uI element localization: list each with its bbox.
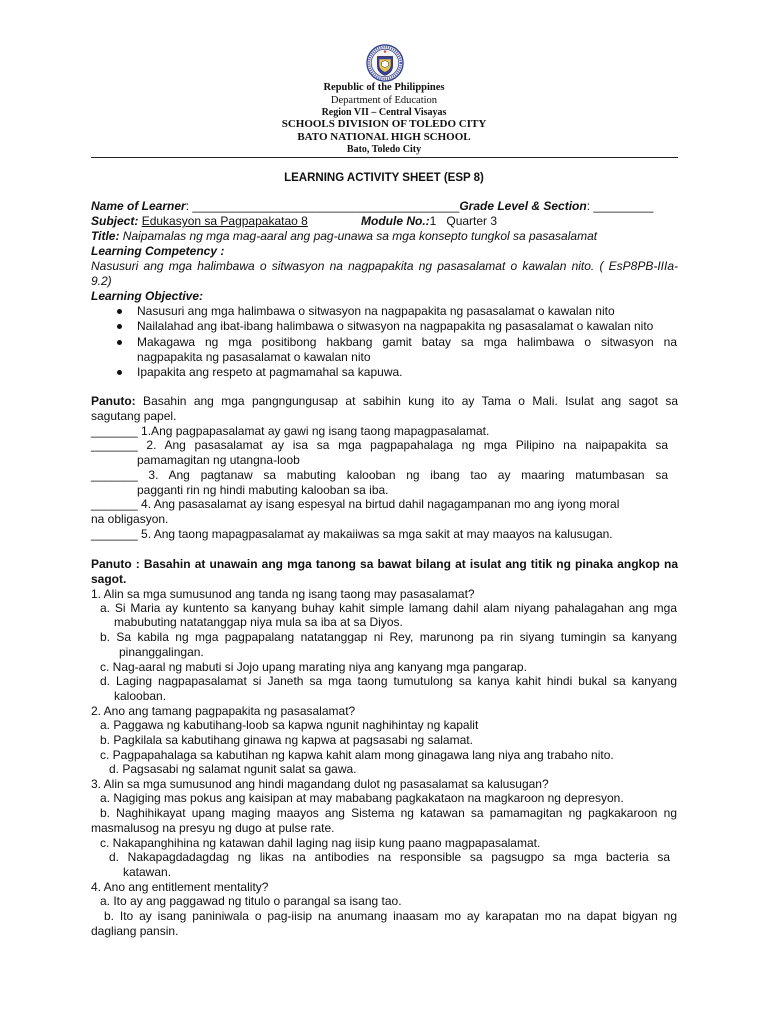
tf-item: _______ 5. Ang taong mapagpasalamat ay makaiiwas sa mga sakit at may maayos na kalusugan. [91,527,613,541]
title-label: Title: [91,229,120,243]
choice: b. Sa kabila ng mga pagpapalang natatanggap ni Rey, marunong pa rin siyang tumingin sa kanyang [100,630,677,644]
tf-item: _______ 1.Ang pagpapasalamat ay gawi ng isang taong mapagpasalamat. [91,424,490,438]
choice-cont: mabubuting natatanggap niya mula sa iba at sa Diyos. [114,615,403,629]
question-1: 1. Alin sa mga sumusunod ang tanda ng isang taong may pasasalamat? [91,587,475,601]
choice: d. Laging nagpapasalamat si Janeth sa mga taong tumutulong sa kanya kahit hindi bukal sa kanyang [100,674,677,688]
tf-item: _______ 3. Ang pagtanaw sa mabuting kalooban ng ibang tao ay maaring matumbasan sa [91,468,668,482]
tf-item: _______ 4. Ang pasasalamat ay isang espesyal na birtud dahil nagagampanan mo ang iyong moral [91,497,620,511]
objective-label: Learning Objective: [91,289,204,303]
choice-cont: pinanggalingan. [119,645,204,659]
choice: c. Pagpapahalaga sa kabutihan ng kapwa kahit alam mong ginagawa lang niya ang trabaho nito. [100,748,614,762]
subject-label: Subject: [91,214,139,228]
choice-cont: masmalusog na presyu ng dugo at pulse rate. [91,821,335,835]
choice: d. Pagsasabi ng salamat ngunit salat sa gawa. [109,762,357,776]
part2-instructions-cont: sagot. [91,572,127,586]
choice: a. Paggawa ng kabutihang-loob sa kapwa ngunit naghihintay ng kapalit [100,718,479,732]
competency-label: Learning Competency : [91,244,225,258]
bullet-icon [117,309,122,314]
choice: c. Nakapanghihina ng katawan dahil laging nag iisip kung paano magpapasalamat. [100,836,541,850]
choice: d. Nakapagdadagdag ng likas na antibodies na responsible sa pagsugpo sa mga bacteria sa [109,850,670,864]
part1-instructions-cont: sagutang papel. [91,409,177,423]
header-school: BATO NATIONAL HIGH SCHOOL [297,131,471,143]
bullet-icon [117,324,122,329]
choice: b. Naghihikayat upang maging maayos ang Sistema ng katawan sa pamamagitan ng pagkakaroon ng [100,806,677,820]
quarter-label: Quarter 3 [446,214,498,228]
tf-item-cont: pagganti rin ng hindi mabuting kalooban sa iba. [137,483,389,497]
question-3: 3. Alin sa mga sumusunod ang hindi magandang dulot ng pasasalamat sa kalusugan? [91,777,549,791]
bullet-icon [117,340,122,345]
sheet-title: LEARNING ACTIVITY SHEET (ESP 8) [284,172,484,184]
choice-cont: kalooban. [114,689,167,703]
choice: b. Pagkilala sa kabutihang ginawa ng kapwa at pagsasabi ng salamat. [100,733,473,747]
tf-item-cont: pamamagitan ng utangna-loob [137,453,300,467]
objective-label-row [91,289,203,303]
header-division: SCHOOLS DIVISION OF TOLEDO CITY [281,118,487,130]
choice: a. Si Maria ay kuntento sa kanyang buhay kahit simple lamang dahil alam niyang pahalagahan ang mga [100,601,677,615]
title-row [91,229,597,243]
subject-value: Edukasyon sa Pagpapakatao 8 [141,214,308,228]
header-location: Bato, Toledo City [346,144,422,155]
learner-row [91,199,653,213]
module-value: 1 [429,214,437,228]
header-republic: Republic of the Philippines [323,82,445,93]
name-label: Name of Learner [91,199,186,213]
objective-item-cont: nagpapakita ng pasasalamat o kawalan nito [137,350,371,364]
bullet-icon [117,370,122,375]
grade-label: Grade Level & Section [459,199,587,213]
competency-line-1: Nasusuri ang mga halimbawa o sitwasyon na nagpapakita ng pasasalamat o kawalan nito. ( EsP8PB-IIIa- [91,259,678,273]
part2-instructions: Panuto : Basahin at unawain ang mga tanong sa bawat bilang at isulat ang titik ng pinaka angkop na [91,557,678,571]
part1-text: Basahin ang mga pangngungusap at sabihin kung ito ay Tama o Mali. Isulat ang sagot sa [135,394,678,408]
question-2: 2. Ano ang tamang pagpapakita ng pasasalamat? [91,704,356,718]
objective-item: Nasusuri ang mga halimbawa o sitwasyon na nagpapakita ng pasasalamat o kawalan nito [137,304,615,318]
choice-cont: katawan. [123,865,172,879]
header-department: Department of Education [330,95,438,106]
header-divider [91,157,678,158]
competency-line-2: 9.2) [91,274,112,288]
choice: a. Nagiging mas pokus ang kaisipan at may mababang pagkakataon na magkaroon ng depresyon. [100,791,624,805]
module-label: Module No.: [361,214,430,228]
choice: b. Ito ay isang paniniwala o pag-iisip na anumang inaasam mo ay karapatan mo na dapat bigyan ng [104,909,677,923]
deped-seal-icon [366,44,404,82]
objective-item: Ipapakita ang respeto at pagmamahal sa kapuwa. [137,365,403,379]
part1-label: Panuto: [91,394,136,408]
objective-item: Nailalahad ang ibat-ibang halimbawa o sitwasyon na nagpapakita ng pasasalamat o kawalan nito [137,319,654,333]
tf-item: _______ 2. Ang pasasalamat ay isa sa mga pagpapahalaga ng mga Pilipino na naipapakita sa [91,438,668,452]
header-region: Region VII – Central Visayas [321,107,447,118]
title-value: Naipamalas ng mga mag-aaral ang pag-unawa sa mga konsepto tungkol sa pasasalamat [122,229,598,243]
name-blank: : ________________________________________ [185,199,460,213]
subject-row [91,214,308,228]
question-4: 4. Ano ang entitlement mentality? [91,880,269,894]
objective-item: Makagawa ng mga positibong hakbang gamit batay sa mga halimbawa o sitwasyon na [137,335,677,349]
choice: a. Ito ay ang paggawad ng titulo o parangal sa isang tao. [100,894,402,908]
grade-blank: : _________ [586,199,654,213]
module-row [361,214,497,228]
choice-cont: dagliang pansin. [91,924,179,938]
tf-item-cont: na obligasyon. [91,512,169,526]
part1-instructions [91,394,678,408]
choice: c. Nag-aaral ng mabuti si Jojo upang marating niya ang kanyang mga pangarap. [100,660,527,674]
